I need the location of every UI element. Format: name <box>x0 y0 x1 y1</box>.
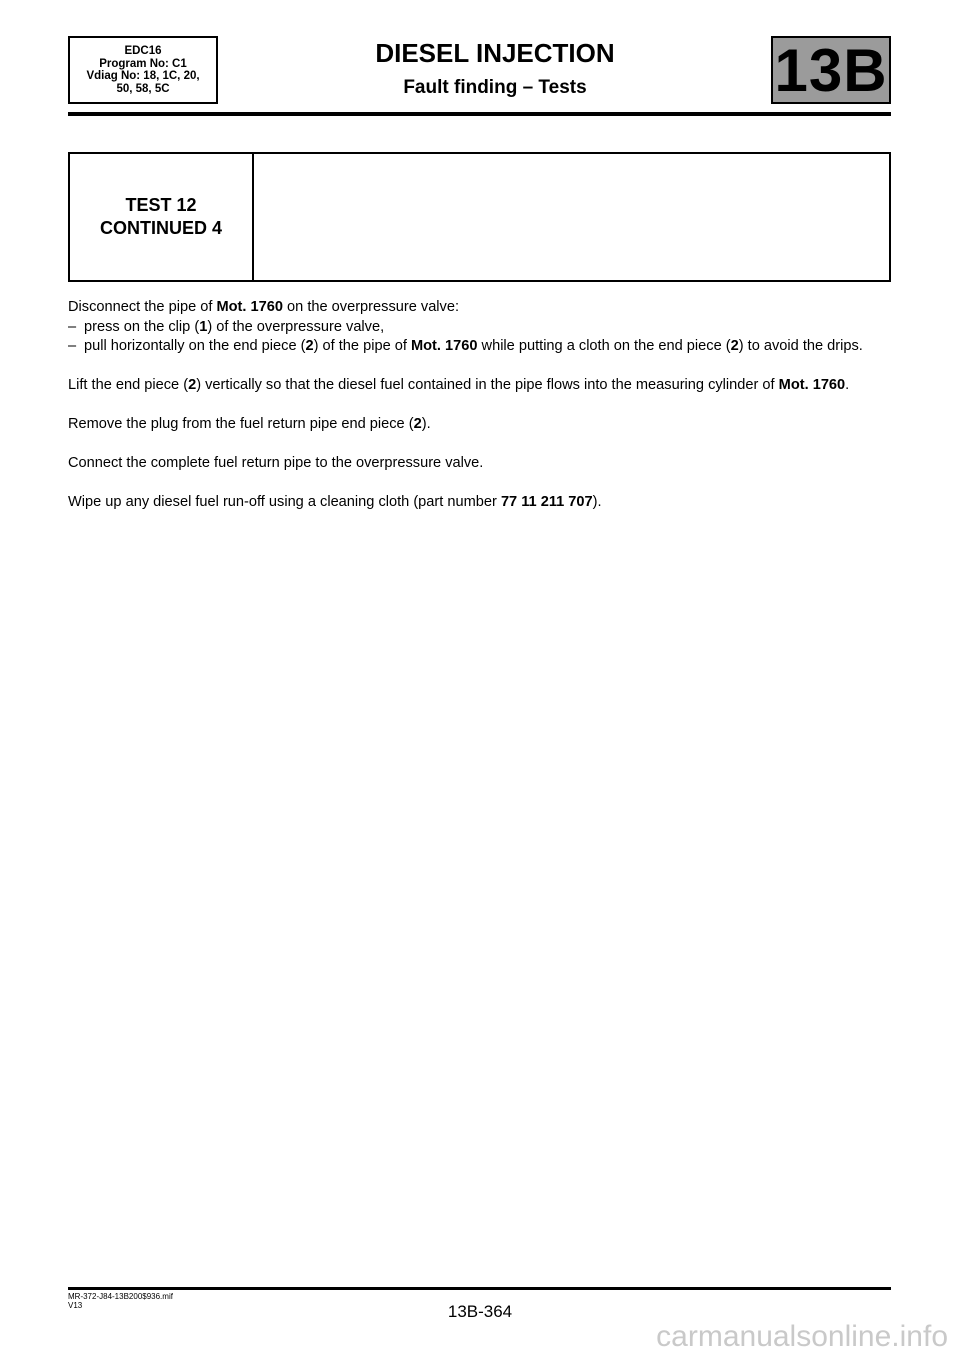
ecu-line: Program No: C1 <box>99 57 187 70</box>
watermark: carmanualsonline.info <box>656 1320 948 1353</box>
ecu-line: Vdiag No: 18, 1C, 20, <box>86 70 200 82</box>
text-run: ). <box>421 416 431 432</box>
part-ref: 2 <box>305 338 314 354</box>
part-ref: 2 <box>413 416 422 432</box>
text-run: on the overpressure valve: <box>282 299 460 315</box>
test-header-table <box>68 152 891 282</box>
section-code-badge: 13B <box>771 36 891 104</box>
text-run: Wipe up any diesel fuel run-off using a cleaning cloth (part number <box>68 494 501 510</box>
ecu-line: EDC16 <box>124 45 162 57</box>
paragraph <box>68 298 891 318</box>
ecu-line: 50, 58, 5C <box>116 82 170 95</box>
text-run: ) of the pipe of <box>313 338 411 354</box>
page-subtitle: Fault finding – Tests <box>403 77 587 98</box>
list-item: – press on the clip (1) of the overpressure valve, <box>68 318 385 335</box>
text-run: ). <box>592 494 602 510</box>
paragraph: Connect the complete fuel return pipe to the overpressure valve. <box>68 455 484 471</box>
tool-ref: Mot. 1760 <box>410 338 478 354</box>
page-number: 13B-364 <box>447 1302 513 1321</box>
doc-ref-file: MR-372-J84-13B200$936.mif <box>68 1292 173 1301</box>
text-run: ) to avoid the drips. <box>738 338 863 354</box>
test-continuation: CONTINUED 4 <box>99 218 222 238</box>
part-ref: 2 <box>188 377 197 393</box>
paragraph <box>68 415 891 435</box>
paragraph <box>68 376 891 396</box>
text-run: Remove the plug from the fuel return pipe end piece ( <box>68 416 414 432</box>
text-run: while putting a cloth on the end piece ( <box>477 338 731 354</box>
part-ref: 2 <box>730 338 739 354</box>
text-run: pull horizontally on the end piece ( <box>84 338 306 354</box>
text-run: Disconnect the pipe of <box>68 299 217 315</box>
text-run: Lift the end piece ( <box>68 377 189 393</box>
test-blank-cell <box>254 154 889 280</box>
text-run: ) of the overpressure valve, <box>207 318 385 335</box>
document-reference <box>68 1292 173 1310</box>
procedure-text <box>68 298 891 532</box>
tool-ref: Mot. 1760 <box>216 299 283 315</box>
ecu-info-box <box>68 36 218 104</box>
part-number: 77 11 211 707 <box>500 494 593 510</box>
paragraph <box>68 493 891 513</box>
list-item: – pull horizontally on the end piece (2) of the pipe of Mot. 1760 while putting a cloth on the end piece (2) to avoid the drips. <box>68 338 863 354</box>
footer-divider <box>68 1287 891 1290</box>
page-title: DIESEL INJECTION <box>375 38 615 68</box>
test-label-cell <box>70 154 254 280</box>
part-ref: 1 <box>199 318 208 335</box>
test-number: TEST 12 <box>125 195 197 215</box>
doc-version: V13 <box>68 1301 83 1310</box>
text-run: ) vertically so that the diesel fuel contained in the pipe flows into the measuring cylinder of <box>196 377 779 393</box>
text-run: . <box>845 377 850 393</box>
header-divider <box>68 112 891 116</box>
text-run: press on the clip ( <box>84 318 200 335</box>
step-group <box>68 298 891 357</box>
tool-ref: Mot. 1760 <box>778 377 846 393</box>
